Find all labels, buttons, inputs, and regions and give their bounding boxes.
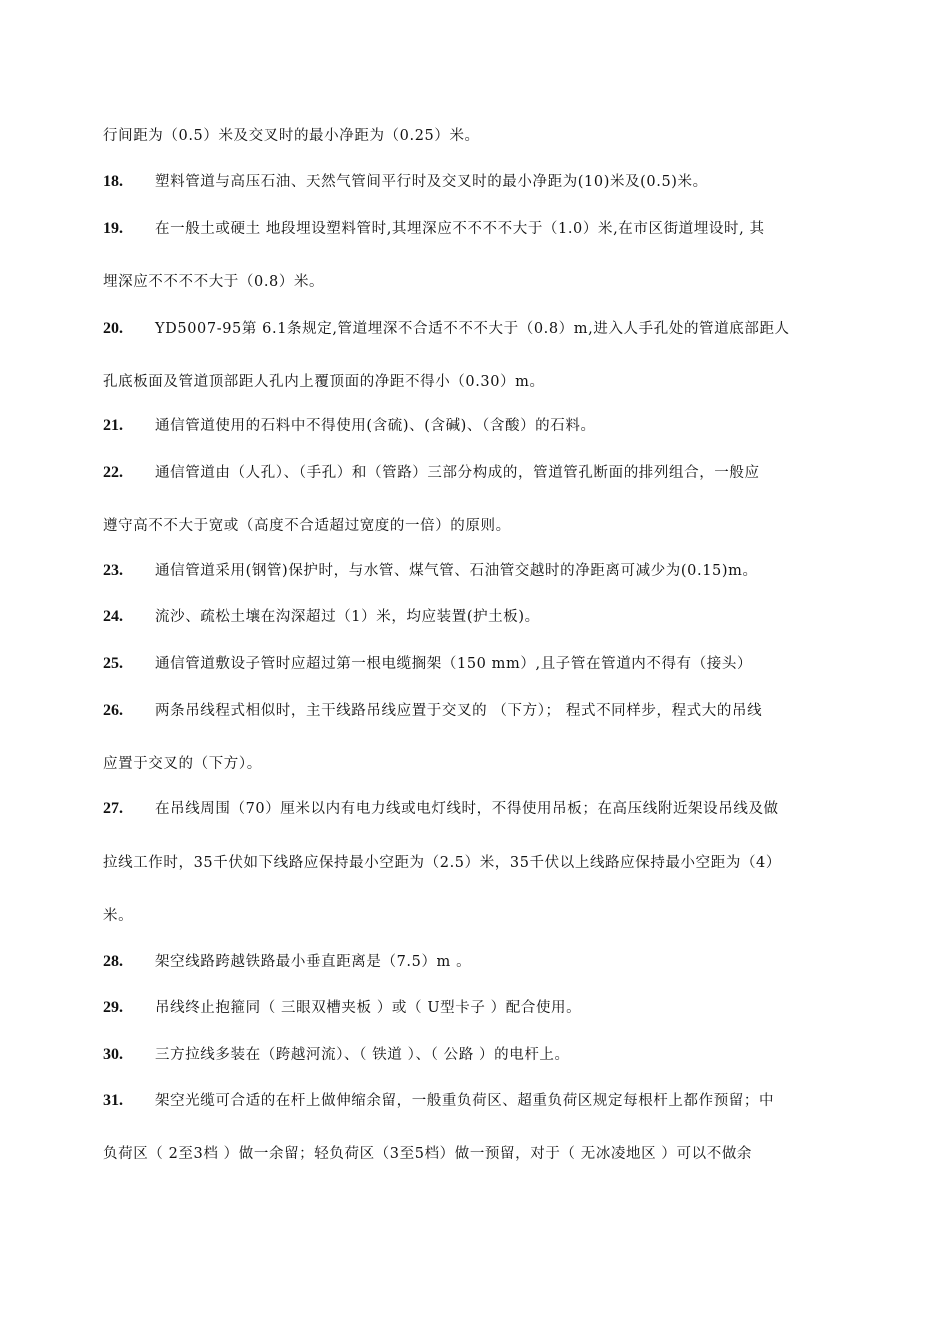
item-number: 27. [103,800,123,817]
list-item-27 [103,799,848,819]
item-number: 18. [103,173,123,190]
item-text: 在一般土或硬土 地段埋设塑料管时,其埋深应不不不不大于（1.0）米,在市区街道埋设时, 其 [155,221,765,237]
text-line: 遵守高不不大于宽或（高度不合适超过宽度的一倍）的原则。 [103,518,511,534]
item-number: 28. [103,953,123,970]
item-number: 19. [103,220,123,237]
list-item-19 [103,219,848,239]
item-text: 在吊线周围（70）厘米以内有电力线或电灯线时，不得使用吊板；在高压线附近架设吊线及做 [155,801,779,817]
list-item-21 [103,416,848,436]
text-line: 负荷区（ 2至3档 ）做一余留；轻负荷区（3至5档）做一预留，对于（ 无冰凌地区 ）可以不做余 [103,1146,753,1162]
item-text: 通信管道使用的石料中不得使用(含硫)、(含碱)、（含酸）的石料。 [155,418,596,434]
list-item-22 [103,463,848,483]
item-number: 20. [103,320,123,337]
text-line: 孔底板面及管道顶部距人孔内上覆顶面的净距不得小（0.30）m。 [103,374,545,390]
item-text: 吊线终止抱箍同（ 三眼双槽夹板 ）或（ U型卡子 ）配合使用。 [155,1000,582,1016]
item-number: 30. [103,1046,123,1063]
text-line: 行间距为（0.5）米及交叉时的最小净距为（0.25）米。 [103,128,480,144]
item-text: 三方拉线多装在（跨越河流）、（ 铁道 ）、（ 公路 ）的电杆上。 [155,1047,570,1063]
item-text: 通信管道采用(钢管)保护时，与水管、煤气管、石油管交越时的净距离可减少为(0.15)m。 [155,563,758,579]
item-number: 26. [103,702,123,719]
item-number: 21. [103,417,123,434]
item-number: 31. [103,1092,123,1109]
list-item-29 [103,998,848,1018]
list-item-24 [103,607,848,627]
item-number: 29. [103,999,123,1016]
list-item-26 [103,701,848,721]
text-line: 米。 [103,908,134,924]
item-text: 架空光缆可合适的在杆上做伸缩余留，一般重负荷区、超重负荷区规定每根杆上都作预留；中 [155,1093,775,1109]
text-line: 拉线工作时，35千伏如下线路应保持最小空距为（2.5）米，35千伏以上线路应保持最小空距为（4） [103,855,781,871]
item-number: 23. [103,562,123,579]
list-item-28 [103,952,848,972]
item-text: 两条吊线程式相似时，主干线路吊线应置于交叉的 （下方）； 程式不同样步，程式大的吊线 [155,703,763,719]
item-number: 24. [103,608,123,625]
list-item-18 [103,172,848,192]
item-text: YD5007-95第 6.1条规定,管道埋深不合适不不不大于（0.8）m,进入人手孔处的管道底部距人 [155,321,790,337]
item-text: 架空线路跨越铁路最小垂直距离是（7.5）m 。 [155,954,472,970]
item-text: 流沙、疏松土壤在沟深超过（1）米，均应装置(护土板)。 [155,609,540,625]
item-number: 25. [103,655,123,672]
item-text: 通信管道敷设子管时应超过第一根电缆搁架（150 mm）,且子管在管道内不得有（接头） [155,656,753,672]
item-number: 22. [103,464,123,481]
item-text: 通信管道由（人孔）、（手孔）和（管路）三部分构成的，管道管孔断面的排列组合，一般应 [155,465,760,481]
list-item-31 [103,1091,848,1111]
list-item-25 [103,654,848,674]
list-item-30 [103,1045,848,1065]
list-item-20 [103,319,848,339]
text-line: 应置于交叉的（下方）。 [103,756,262,772]
item-text: 塑料管道与高压石油、天然气管间平行时及交叉时的最小净距为(10)米及(0.5)米。 [155,174,708,190]
list-item-23 [103,561,848,581]
text-line: 埋深应不不不不大于（0.8）米。 [103,274,325,290]
